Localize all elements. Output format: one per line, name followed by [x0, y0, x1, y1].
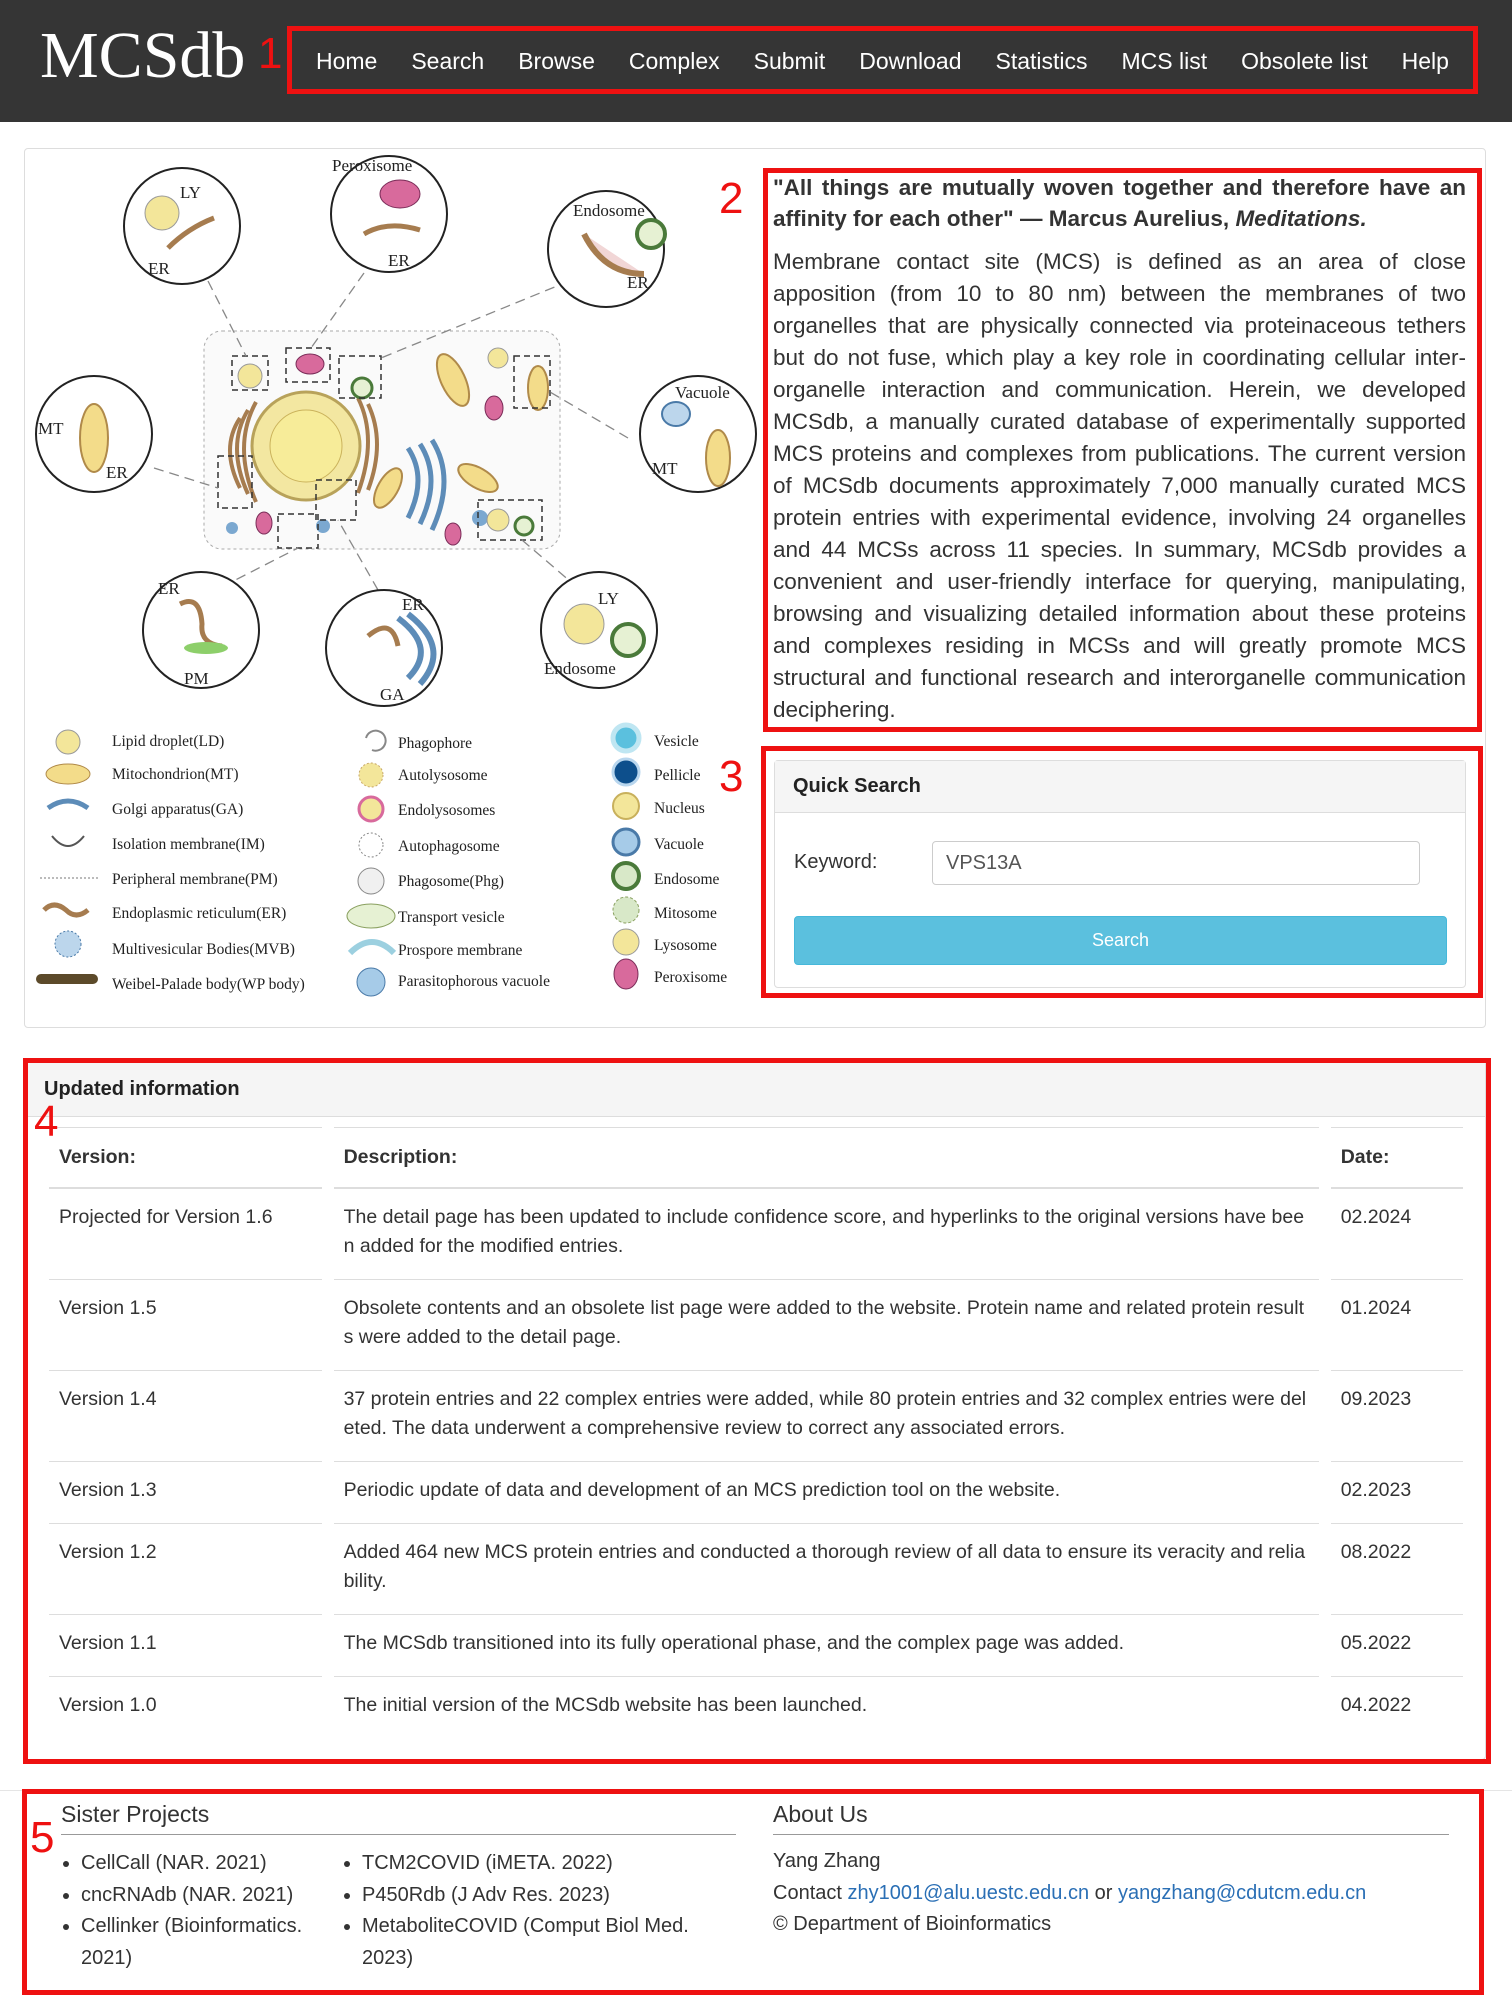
- cell-description: Periodic update of data and development of an MCS prediction tool on the website.: [334, 1462, 1319, 1524]
- sister-projects-title: Sister Projects: [61, 1801, 210, 1827]
- legend-label-pm: Peripheral membrane(PM): [112, 871, 278, 888]
- cell-description: The MCSdb transitioned into its fully operational phase, and the complex page was added.: [334, 1615, 1319, 1677]
- mcs-overview-figure: [28, 148, 760, 1008]
- list-item[interactable]: [362, 1911, 722, 1974]
- legend-label-vacuole: Vacuole: [654, 836, 704, 853]
- legend-label-phagophore: Phagophore: [398, 735, 473, 752]
- nav-mcs-list[interactable]: MCS list: [1121, 47, 1208, 74]
- label-er: ER: [148, 259, 170, 278]
- author-name: Yang Zhang: [773, 1850, 881, 1872]
- legend-label-nucleus: Nucleus: [654, 800, 705, 817]
- nucleolus-shape: [270, 410, 342, 482]
- sister-project-link[interactable]: MetaboliteCOVID (Comput Biol Med. 2023): [362, 1915, 689, 1969]
- email-link-2[interactable]: yangzhang@cdutcm.edu.cn: [1118, 1881, 1367, 1904]
- legend-label-transport-vesicle: Transport vesicle: [398, 909, 505, 926]
- navbar: [0, 0, 1512, 122]
- sister-project-link[interactable]: cncRNAdb (NAR. 2021): [81, 1883, 294, 1906]
- quote-source: Meditations.: [1235, 206, 1367, 231]
- main-nav: [289, 28, 1476, 94]
- legend-label-ga: Golgi apparatus(GA): [112, 801, 244, 818]
- intro-quote: [773, 172, 1466, 234]
- annotation-marker-4: 4: [34, 1097, 59, 1146]
- legend-label-autolysosome: Autolysosome: [398, 767, 488, 784]
- label-mt: MT: [652, 459, 678, 478]
- cell-version: Version 1.3: [49, 1462, 322, 1524]
- cell-description: Obsolete contents and an obsolete list page were added to the website. Protein name and related protein results were added to the detail page.: [334, 1280, 1319, 1371]
- nav-browse[interactable]: Browse: [518, 47, 595, 74]
- quote-text: "All things are mutually woven together and therefore have an affinity for each other" — Marcus Aurelius,: [773, 175, 1466, 231]
- legend-icons-col2: [347, 731, 395, 996]
- label-vacuole: Vacuole: [675, 383, 730, 402]
- cell-description: The initial version of the MCSdb website has been launched.: [343, 1694, 868, 1716]
- nav-submit[interactable]: Submit: [753, 47, 826, 74]
- list-item[interactable]: [81, 1911, 331, 1974]
- list-item[interactable]: [362, 1848, 722, 1880]
- cell-date: 05.2022: [1331, 1615, 1463, 1677]
- quick-search-title: Quick Search: [775, 761, 1465, 813]
- contact-label: Contact: [773, 1881, 842, 1904]
- legend-label-mvb: Multivesicular Bodies(MVB): [112, 941, 295, 958]
- annotation-marker-3: 3: [719, 752, 744, 801]
- keyword-label: Keyword:: [794, 851, 878, 873]
- legend-label-autophagosome: Autophagosome: [398, 838, 500, 855]
- label-er: ER: [402, 595, 424, 614]
- cell-version: Version 1.4: [49, 1371, 322, 1462]
- nav-download[interactable]: Download: [859, 47, 962, 74]
- cell-description: 37 protein entries and 22 complex entries were added, while 80 protein entries and 32 complex entries were deleted. The data underwent a comprehensive review to correct any associated errors.: [334, 1371, 1319, 1462]
- nav-search[interactable]: Search: [411, 47, 485, 74]
- about-us-rule: [773, 1834, 1449, 1835]
- intro-text: [773, 172, 1466, 726]
- cell-date: 04.2022: [1340, 1694, 1412, 1716]
- label-endosome: Endosome: [573, 201, 645, 220]
- label-ly: LY: [180, 183, 201, 202]
- annotation-box-4: [23, 1058, 1491, 1764]
- annotation-marker-2: 2: [719, 174, 744, 223]
- email-link-1[interactable]: zhy1001@alu.uestc.edu.cn: [847, 1881, 1090, 1904]
- nav-statistics[interactable]: Statistics: [995, 47, 1088, 74]
- label-er: ER: [158, 579, 180, 598]
- header-version: Version:: [49, 1127, 322, 1189]
- legend-label-mt: Mitochondrion(MT): [112, 766, 239, 783]
- legend-icons-col3: [613, 725, 639, 989]
- label-peroxisome: Peroxisome: [332, 156, 413, 175]
- legend-label-endolysosomes: Endolysosomes: [398, 802, 496, 819]
- site-logo[interactable]: MCSdb: [40, 19, 246, 92]
- legend-label-peroxisome: Peroxisome: [654, 969, 728, 986]
- label-ly: LY: [598, 589, 619, 608]
- updated-information-title: Updated information: [25, 1061, 1485, 1117]
- nav-home[interactable]: Home: [315, 47, 378, 74]
- copyright-text: © Department of Bioinformatics: [773, 1913, 1052, 1935]
- legend-label-endosome: Endosome: [654, 871, 720, 888]
- cell-version: Version 1.2: [49, 1524, 322, 1615]
- legend-label-lysosome: Lysosome: [654, 937, 717, 954]
- sister-project-link[interactable]: CellCall (NAR. 2021): [81, 1852, 267, 1874]
- sister-projects-list-1: [61, 1848, 331, 1974]
- cell-version: Version 1.1: [49, 1615, 322, 1677]
- legend-label-parasitophorous-vacuole: Parasitophorous vacuole: [398, 973, 550, 990]
- label-mt: MT: [38, 419, 64, 438]
- legend-label-ld: Lipid droplet(LD): [112, 733, 225, 750]
- label-er: ER: [388, 251, 410, 270]
- legend-label-im: Isolation membrane(IM): [112, 836, 265, 853]
- legend-label-vesicle: Vesicle: [654, 733, 699, 750]
- cell-description: Added 464 new MCS protein entries and conducted a thorough review of all data to ensure its veracity and reliability.: [334, 1524, 1319, 1615]
- nav-help[interactable]: Help: [1401, 47, 1449, 74]
- legend-label-prospore-membrane: Prospore membrane: [398, 942, 523, 959]
- legend-label-er: Endoplasmic reticulum(ER): [112, 905, 287, 922]
- legend-label-pellicle: Pellicle: [654, 767, 701, 784]
- legend-label-phagosome: Phagosome(Phg): [398, 873, 504, 890]
- nav-complex[interactable]: Complex: [628, 47, 720, 74]
- cell-version: Version 1.0: [59, 1694, 157, 1716]
- label-endosome: Endosome: [544, 659, 616, 678]
- mcs-diagram-svg: [28, 148, 760, 1008]
- cell-date: 08.2022: [1331, 1524, 1463, 1615]
- annotation-marker-5: 5: [30, 1813, 55, 1862]
- cell-date: 01.2024: [1331, 1280, 1463, 1371]
- about-us-block: [773, 1846, 1366, 1941]
- annotation-marker-1: 1: [258, 29, 283, 78]
- header-description: Description:: [334, 1127, 1319, 1189]
- label-er: ER: [627, 273, 649, 292]
- nav-obsolete-list[interactable]: Obsolete list: [1241, 47, 1368, 74]
- sister-project-link[interactable]: Cellinker (Bioinformatics. 2021): [81, 1915, 303, 1969]
- list-item[interactable]: [362, 1880, 722, 1912]
- list-item[interactable]: [81, 1848, 331, 1880]
- cell-version: Version 1.5: [49, 1280, 322, 1371]
- cell-date: 02.2024: [1331, 1189, 1463, 1280]
- cell-version: Projected for Version 1.6: [49, 1189, 322, 1280]
- label-er: ER: [106, 463, 128, 482]
- legend-label-wp: Weibel-Palade body(WP body): [112, 976, 305, 993]
- cell-date: 02.2023: [1331, 1462, 1463, 1524]
- intro-paragraph: Membrane contact site (MCS) is defined as an area of close apposition (from 10 to 80 nm) between the membranes of two organelles that are physically connected via proteinaceous tethers but do not fuse, which play a key role in coordinating cellular inter-organelle interaction and communication. Herein, we developed MCSdb, a manually curated database of experimentally supported MCS proteins and complexes from publications. The current version of MCSdb documents approximately 7,000 manually curated MCS protein entries with experimental evidence, involving 24 organelles and 44 MCSs across 11 species. In summary, MCSdb provides a convenient and user-friendly interface for querying, manipulating, browsing and visualizing detailed information about these proteins and complexes residing in MCSs and will greatly promote MCS structural and functional research and interorganelle communication deciphering.: [773, 249, 1466, 722]
- sister-project-link[interactable]: P450Rdb (J Adv Res. 2023): [362, 1883, 610, 1906]
- legend-icons-col1: [36, 730, 100, 984]
- sister-project-link[interactable]: TCM2COVID (iMETA. 2022): [362, 1852, 613, 1874]
- sister-projects-rule: [61, 1834, 736, 1835]
- legend-label-mitosome: Mitosome: [654, 905, 717, 922]
- quick-search-panel: [774, 760, 1466, 988]
- cell-description: The detail page has been updated to include confidence score, and hyperlinks to the original versions have been added for the modified entries.: [334, 1189, 1319, 1280]
- label-pm: PM: [184, 669, 209, 688]
- contact-line: [773, 1878, 1366, 1910]
- sister-projects-list-2: [342, 1848, 722, 1974]
- header-date: Date:: [1331, 1127, 1463, 1189]
- label-ga: GA: [380, 685, 405, 704]
- keyword-input[interactable]: [932, 841, 1420, 885]
- cell-date: 09.2023: [1331, 1371, 1463, 1462]
- search-button[interactable]: Search: [794, 916, 1447, 965]
- about-us-title: About Us: [773, 1801, 868, 1827]
- list-item[interactable]: [81, 1880, 331, 1912]
- or-text: or: [1094, 1881, 1113, 1904]
